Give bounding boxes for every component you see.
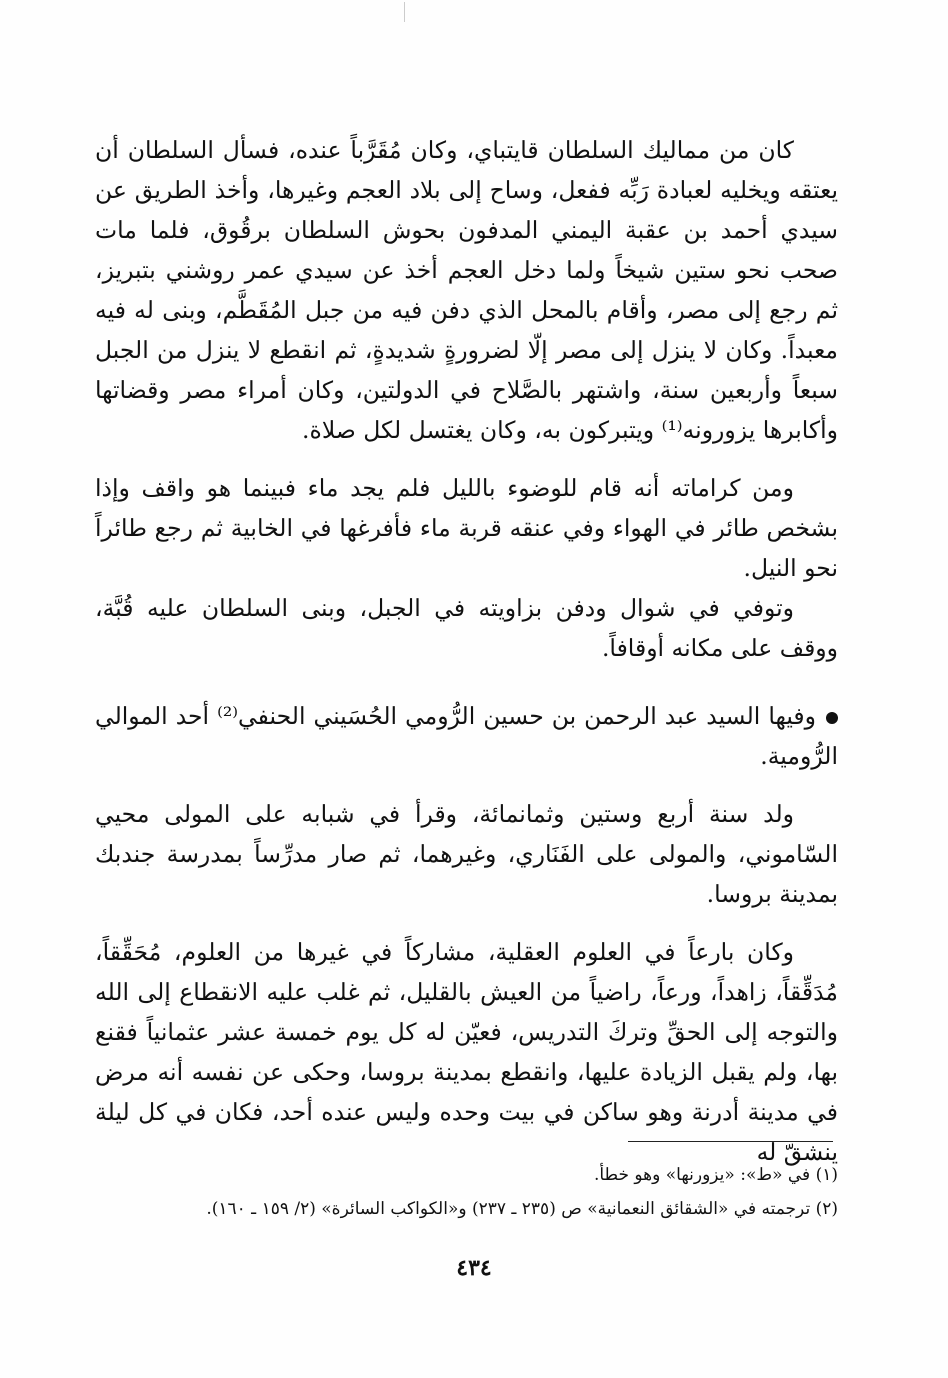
scan-artifact: [404, 2, 405, 22]
bullet-icon: [826, 712, 838, 724]
paragraph: ولد سنة أربع وستين وثمانمائة، وقرأ في شبابه على المولى محيي السّاموني، والمولى على الفَنَاري، وغيرهما، ثم صار مدرِّساً بمدرسة جندبك بمدينة بروسا.: [95, 800, 838, 908]
biography-entry-heading: [95, 696, 838, 776]
footnotes: [95, 1158, 838, 1226]
paragraph: وكان بارعاً في العلوم العقلية، مشاركاً في غيرها من العلوم، مُحَقِّقاً، مُدَقِّقاً، زاهداً، ورعاً، راضياً من العيش بالقليل، ثم غلب عليه الانقطاع إلى الله والتوجه إلى الحقِّ وتركَ التدريس، فعيّن له كل يوم خمسة عشر عثمانياً فقنع بها، ولم يقبل الزيادة عليها، وانقطع بمدينة بروسا، وحكى عن نفسه أنه مرض في مدينة أدرنة وهو ساكن في بيت وحده وليس عنده أحد، فكان في كل ليلة ينشقّ له: [95, 938, 838, 1166]
main-text: [95, 130, 838, 1172]
paragraph: وتوفي في شوال ودفن بزاويته في الجبل، وبنى السلطان عليه قُبَّة، ووقف على مكانه أوقافاً.: [95, 594, 838, 662]
paragraph: ومن كراماته أنه قام للوضوء بالليل فلم يجد ماء فبينما هو واقف وإذا بشخص طائر في الهواء وفي عنقه قربة ماء فأفرغها في الخابية ثم رجع طائراً نحو النيل.: [95, 474, 838, 582]
paragraph: كان من مماليك السلطان قايتباي، وكان مُقَرَّباً عنده، فسأل السلطان أن يعتقه ويخليه لعبادة رَبِّه ففعل، وساح إلى بلاد العجم وغيرها، وأخذ الطريق عن سيدي أحمد بن عقبة اليمني المدفون بحوش السلطان برقُوق، فلما مات صحب نحو ستين شيخاً ولما دخل العجم أخذ عن سيدي عمر روشني بتبريز، ثم رجع إلى مصر، وأقام بالمحل الذي دفن فيه من جبل المُقَطَّم، وبنى له فيه معبداً. وكان لا ينزل إلى مصر إلّا لضرورةٍ شديدةٍ، ثم انقطع لا ينزل من الجبل سبعاً وأربعين سنة، واشتهر بالصَّلاح في الدولتين، وكان أمراء مصر وقضاتها وأكابرها يزورونه⁽¹⁾ ويتبركون به، وكان يغتسل لكل صلاة.: [95, 136, 838, 444]
footnote: (٢) ترجمته في «الشقائق النعمانية» ص (٢٣٥ ـ ٢٣٧) و«الكواكب السائرة» (٢/ ١٥٩ ـ ١٦٠).: [206, 1199, 838, 1219]
footnote-divider: [628, 1141, 833, 1142]
entry-text: وفيها السيد عبد الرحمن بن حسين الرُّومي الحُسَيني الحنفي⁽²⁾ أحد الموالي الرُّومية.: [95, 702, 838, 770]
footnote: (١) في «ط»: «يزورنها» وهو خطأ.: [593, 1165, 838, 1185]
page-number: ٤٣٤: [456, 1255, 492, 1281]
